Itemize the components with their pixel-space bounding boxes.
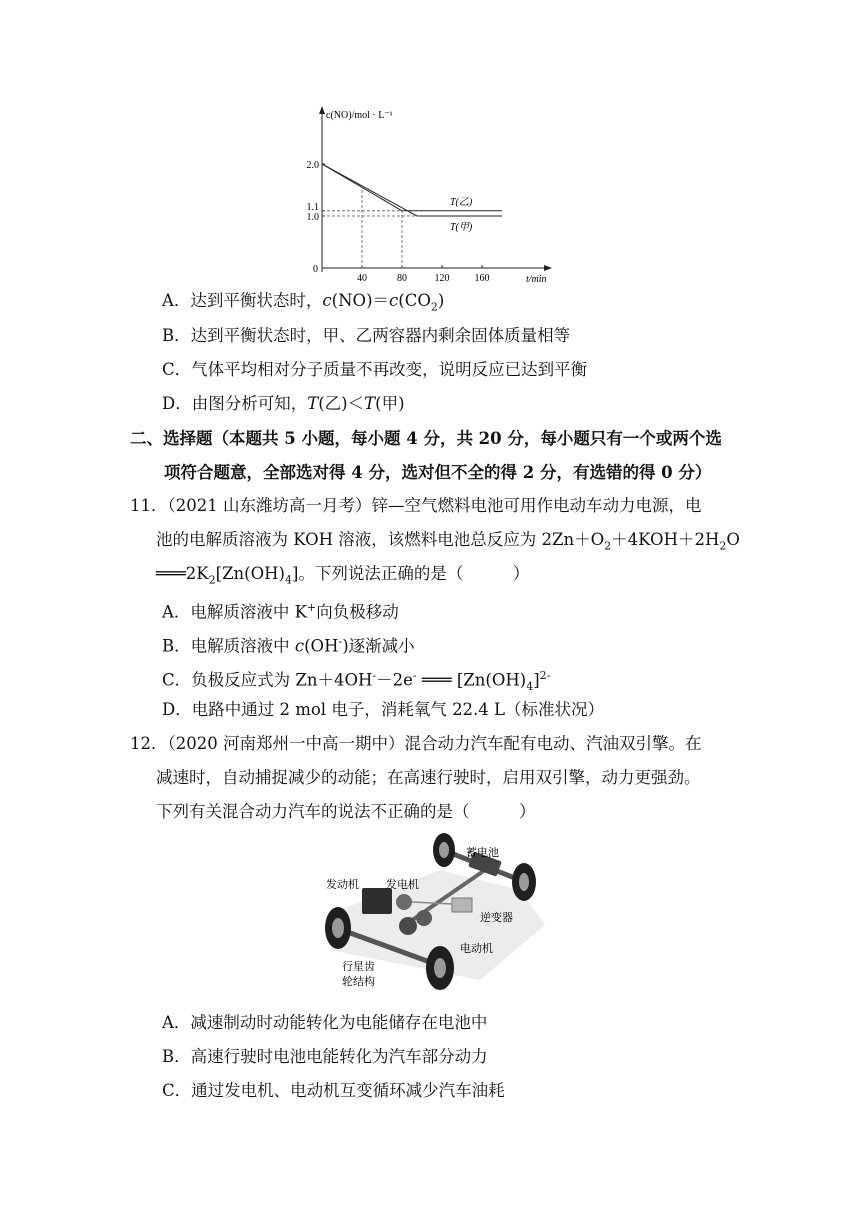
- q11-option-d: D．电路中通过 2 mol 电子，消耗氧气 22.4 L（标准状况）: [162, 700, 605, 719]
- series-line-1: [322, 164, 502, 216]
- q11-stem-line3: $═══2K_2[Zn(OH)_4]$。下列说法正确的是（ ）: [156, 564, 530, 587]
- wheel-front-right: [426, 946, 454, 990]
- concentration-chart: [296, 100, 566, 290]
- y-axis-label: c(NO)/mol · L⁻¹: [326, 110, 393, 121]
- q11-option-c: C．负极反应式为 Zn＋4OH-－2e- ═══ $[Zn(OH)_4]^{2-}$: [162, 669, 551, 693]
- label-inverter: 逆变器: [480, 912, 513, 924]
- electric-motor: [416, 910, 432, 926]
- planetary-gear: [399, 917, 417, 935]
- y-tick-label-3: 2.0: [306, 160, 319, 171]
- q12-stem-line2: 减速时，自动捕捉减少的动能；在高速行驶时，启用双引擎，动力更强劲。: [156, 768, 701, 787]
- series-label-1: T(甲): [450, 222, 473, 233]
- generator: [396, 894, 412, 910]
- wheel-rear-right: [512, 863, 536, 901]
- x-axis-label: t/min: [526, 274, 547, 285]
- x-tick-label-2: 120: [434, 273, 450, 284]
- q10-option-b: B．达到平衡状态时，甲、乙两容器内剩余固体质量相等: [162, 326, 571, 345]
- series-label-0: T(乙): [450, 196, 473, 208]
- q11-stem-line1: 11．（2021 山东潍坊高一月考）锌—空气燃料电池可用作电动车动力电源，电: [130, 496, 702, 515]
- q10-option-d: D．由图分析可知，T(乙)＜T(甲): [162, 394, 405, 413]
- wheel-front-left: [325, 907, 351, 949]
- label-generator: 发电机: [386, 879, 419, 891]
- x-axis-arrow: [544, 265, 552, 271]
- y-axis-arrow: [319, 106, 325, 114]
- engine-block: [362, 888, 392, 914]
- q11-option-b: B．电解质溶液中 c(OH-)逐渐减小: [162, 635, 415, 656]
- origin-label: 0: [313, 264, 318, 275]
- x-tick-label-1: 80: [397, 273, 407, 284]
- section-heading-line2: 项符合题意，全部选对得 4 分，选对但不全的得 2 分，有选错的得 0 分）: [164, 463, 712, 482]
- q12-option-a: A．减速制动时动能转化为电能储存在电池中: [162, 1013, 488, 1032]
- q11-option-a: A．电解质溶液中 K+向负极移动: [162, 601, 399, 622]
- x-tick-label-3: 160: [474, 273, 490, 284]
- q11-stem-line2: 池的电解质溶液为 KOH 溶液，该燃料电池总反应为 $2Zn+O_2+4KOH+2H_2O$: [156, 530, 740, 553]
- label-planetary-1: 行星齿: [342, 961, 375, 973]
- q10-option-c: C．气体平均相对分子质量不再改变，说明反应已达到平衡: [162, 360, 588, 379]
- q12-option-c: C．通过发电机、电动机互变循环减少汽车油耗: [162, 1081, 505, 1100]
- q12-stem-line3: 下列有关混合动力汽车的说法不正确的是（ ）: [156, 802, 536, 821]
- series-line-0: [322, 164, 502, 211]
- label-motor: 电动机: [460, 943, 493, 955]
- wheel-rear-left: [433, 833, 455, 867]
- q12-option-b: B．高速行驶时电池电能转化为汽车部分动力: [162, 1047, 488, 1066]
- hybrid-car-drivetrain-figure: [320, 830, 550, 1000]
- x-tick-label-0: 40: [357, 273, 367, 284]
- section-heading-line1: 二、选择题（本题共 5 小题，每小题 4 分，共 20 分，每小题只有一个或两个选: [130, 429, 722, 448]
- inverter-box: [452, 898, 472, 912]
- label-engine: 发动机: [326, 879, 359, 891]
- label-battery: 蓄电池: [466, 847, 499, 859]
- q10-option-a: A．达到平衡状态时，$c(NO)=c(CO_2)$: [162, 291, 445, 314]
- q12-stem-line1: 12．（2020 河南郑州一中高一期中）混合动力汽车配有电动、汽油双引擎。在: [130, 734, 702, 753]
- y-tick-label-2: 1.1: [306, 201, 319, 213]
- y-tick-label-1: 1.0: [306, 212, 319, 223]
- label-planetary-2: 轮结构: [342, 976, 375, 988]
